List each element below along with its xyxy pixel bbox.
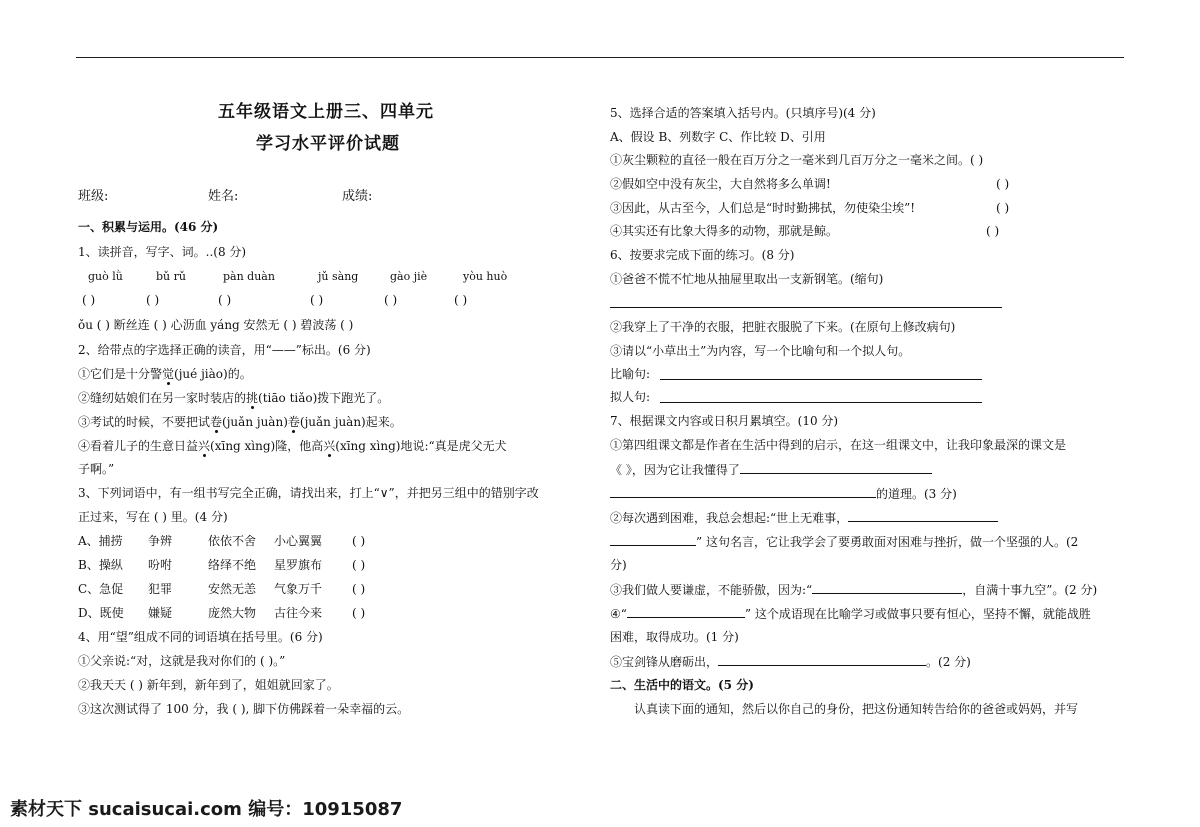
q2-item-4: ④看着儿子的生意日益兴(xīng xìng)隆，他高兴(xīng xìng)地说:“真是虎父无犬 <box>78 439 507 453</box>
q3-row-a-3: 依依不舍 <box>208 534 257 548</box>
pinyin-2: bǔ rǔ <box>156 270 186 283</box>
q3-row-a-blank[interactable]: ( ) <box>352 534 366 548</box>
q3-row-b-2: 吩咐 <box>148 558 173 572</box>
q5-heading: 5、选择合适的答案填入括号内。(只填序号)(4 分) <box>610 106 876 120</box>
watermark: 素材天下 sucaisucai.com 编号：10915087 <box>10 799 403 820</box>
score-label: 成绩: <box>342 189 373 204</box>
q7-2-blank-2[interactable] <box>610 533 696 546</box>
q6-answer-line[interactable] <box>610 307 1002 308</box>
title-line-2: 学习水平评价试题 <box>256 134 400 154</box>
q5-item-4: ④其实还有比象大得多的动物，那就是鲸。 <box>610 224 839 238</box>
q3-row-d-2: 嫌疑 <box>148 606 173 620</box>
top-rule <box>76 57 1124 58</box>
answer-blank-4[interactable]: ( ) <box>310 293 324 307</box>
pinyin-1: guò lǜ <box>88 270 123 283</box>
q6-heading: 6、按要求完成下面的练习。(8 分) <box>610 248 795 262</box>
q5-item-2-blank[interactable]: ( ) <box>996 177 1010 191</box>
pinyin-4: jǔ sàng <box>318 270 359 283</box>
q3-heading: 3、下列词语中，有一组书写完全正确，请找出来，打上“∨”，并把另三组中的错别字改 <box>78 486 539 500</box>
section-2-heading: 二、生活中的语文。(5 分) <box>610 678 754 692</box>
q5-item-3-blank[interactable]: ( ) <box>996 201 1010 215</box>
q6-item-1: ①爸爸不慌不忙地从抽屉里取出一支新钢笔。(缩句) <box>610 272 884 286</box>
q3-row-c-3: 安然无恙 <box>208 582 257 596</box>
q7-item-4: ④“ ” 这个成语现在比喻学习或做事只要有恒心，坚持不懈，就能战胜 <box>610 607 1091 621</box>
personification-label: 拟人句: <box>610 390 651 404</box>
title-line-1: 五年级语文上册三、四单元 <box>218 102 434 122</box>
q4-heading: 4、用“望”组成不同的词语填在括号里。(6 分) <box>78 630 323 644</box>
q4-item-2: ②我天天 ( ) 新年到，新年到了，姐姐就回家了。 <box>78 678 339 692</box>
pinyin-3: pàn duàn <box>223 270 275 283</box>
q7-item-5: ⑤宝剑锋从磨砺出， 。(2 分) <box>610 655 971 669</box>
q3-row-d-4: 古往今来 <box>274 606 323 620</box>
q5-item-1: ①灰尘颗粒的直径一般在百万分之一毫米到几百万分之一毫米之间。( ) <box>610 153 984 167</box>
q3-row-d-3: 庞然大物 <box>208 606 257 620</box>
answer-blank-6[interactable]: ( ) <box>454 293 468 307</box>
answer-blank-3[interactable]: ( ) <box>218 293 232 307</box>
q7-item-1-line-2: 《 》，因为它让我懂得了 <box>610 461 932 478</box>
q7-item-2-line-3: 分) <box>610 558 627 572</box>
q3-row-c-2: 犯罪 <box>148 582 173 596</box>
q2-item-3: ③考试的时候，不要把试卷(juǎn juàn)卷(juǎn juàn)起来。 <box>78 415 402 429</box>
simile-answer-line[interactable] <box>660 379 982 380</box>
q2-item-4-cont: 子啊。” <box>78 462 115 476</box>
q7-1-blank-2[interactable] <box>610 485 876 498</box>
q6-item-3: ③请以“小草出土”为内容，写一个比喻句和一个拟人句。 <box>610 344 911 358</box>
q5-item-2: ②假如空中没有灰尘，大自然将多么单调! <box>610 177 831 191</box>
q1-row-3: ǒu ( ) 断丝连 ( ) 心沥血 yáng 安然无 ( ) 碧波荡 ( ) <box>78 318 354 332</box>
q7-item-1-line-3: 的道理。(3 分) <box>610 485 957 502</box>
q3-heading-cont: 正过来，写在 ( ) 里。(4 分) <box>78 510 228 524</box>
q7-heading: 7、根据课文内容或日积月累填空。(10 分) <box>610 414 839 428</box>
q3-row-d-1: D、既使 <box>78 606 124 620</box>
q3-row-a-2: 争辨 <box>148 534 173 548</box>
pinyin-6: yòu huò <box>463 270 508 283</box>
q3-row-c-1: C、急促 <box>78 582 124 596</box>
q7-1-blank[interactable] <box>740 461 932 474</box>
q3-row-a-1: A、捕捞 <box>78 534 123 548</box>
q3-row-c-4: 气象万千 <box>274 582 323 596</box>
q2-item-1: ①它们是十分警觉(jué jiào)的。 <box>78 367 252 381</box>
pinyin-5: gào jiè <box>390 270 428 283</box>
q7-item-2-line-2: ” 这句名言，它让我学会了要勇敢面对困难与挫折，做一个坚强的人。(2 <box>610 533 1078 550</box>
q1-heading: 1、读拼音，写字、词。..(8 分) <box>78 245 247 259</box>
section-2-text: 认真读下面的通知，然后以你自己的身份，把这份通知转告给你的爸爸或妈妈，并写 <box>634 702 1079 716</box>
name-label: 姓名: <box>208 189 239 204</box>
q4-item-1: ①父亲说:“对，这就是我对你们的 ( )。” <box>78 654 286 668</box>
q7-5-blank[interactable] <box>718 653 926 666</box>
q6-item-2: ②我穿上了干净的衣服，把脏衣服脱了下来。(在原句上修改病句) <box>610 320 956 334</box>
q7-item-3: ③我们做人要谦虚，不能骄傲，因为:“ ，自满十事九空”。(2 分) <box>610 583 1098 597</box>
answer-blank-5[interactable]: ( ) <box>384 293 398 307</box>
q3-row-b-blank[interactable]: ( ) <box>352 558 366 572</box>
q3-row-b-4: 星罗旗布 <box>274 558 323 572</box>
q5-options: A、假设 B、列数字 C、作比较 D、引用 <box>610 130 826 144</box>
q7-item-4-line-2: 困难，取得成功。(1 分) <box>610 630 739 644</box>
q7-3-blank[interactable] <box>812 581 962 594</box>
q7-item-2: ②每次遇到困难，我总会想起:“世上无难事， <box>610 509 998 526</box>
q2-heading: 2、给带点的字选择正确的读音，用“——”标出。(6 分) <box>78 343 371 357</box>
simile-label: 比喻句: <box>610 367 651 381</box>
q5-item-3: ③因此，从古至今，人们总是“时时勤拂拭，勿使染尘埃”! <box>610 201 916 215</box>
q3-row-c-blank[interactable]: ( ) <box>352 582 366 596</box>
answer-blank-2[interactable]: ( ) <box>146 293 160 307</box>
q4-item-3: ③这次测试得了 100 分，我 ( ), 脚下仿佛踩着一朵幸福的云。 <box>78 702 410 716</box>
q7-2-blank[interactable] <box>848 509 998 522</box>
q5-item-4-blank[interactable]: ( ) <box>986 224 1000 238</box>
q7-4-blank[interactable] <box>627 605 745 618</box>
q3-row-a-4: 小心翼翼 <box>274 534 323 548</box>
personification-answer-line[interactable] <box>660 402 982 403</box>
q3-row-d-blank[interactable]: ( ) <box>352 606 366 620</box>
q2-item-2: ②缝纫姑娘们在另一家时装店的挑(tiāo tiǎo)拨下跑光了。 <box>78 391 390 405</box>
section-1-heading: 一、积累与运用。(46 分) <box>78 220 219 234</box>
class-label: 班级: <box>78 189 109 204</box>
q3-row-b-3: 络绎不绝 <box>208 558 257 572</box>
q7-item-1: ①第四组课文都是作者在生活中得到的启示，在这一组课文中，让我印象最深的课文是 <box>610 438 1067 452</box>
answer-blank-1[interactable]: ( ) <box>82 293 96 307</box>
q3-row-b-1: B、操纵 <box>78 558 123 572</box>
